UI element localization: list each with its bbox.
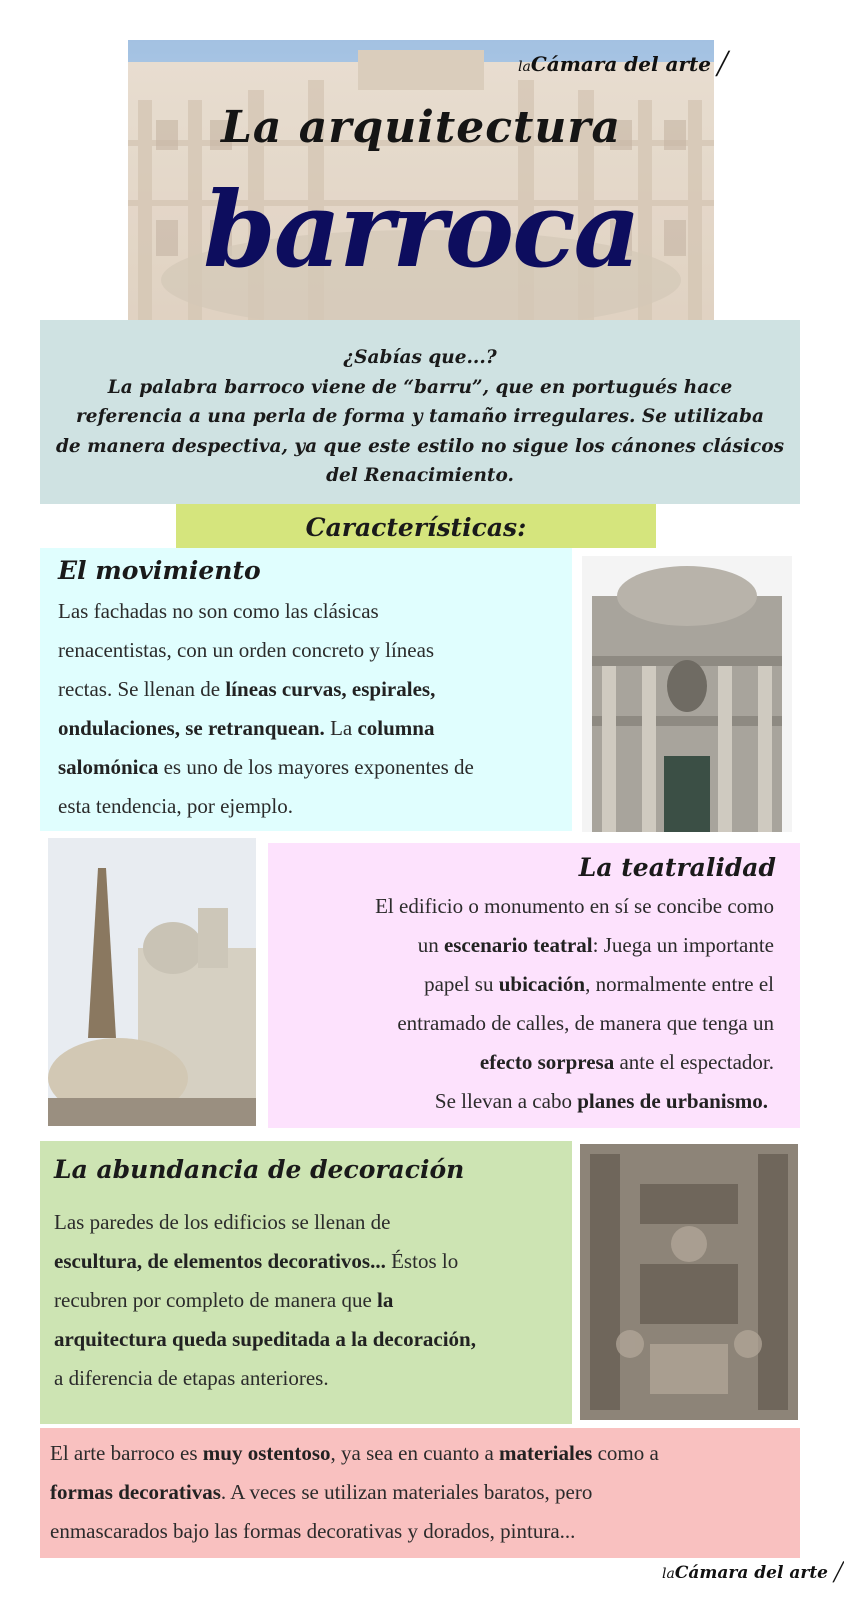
section-ostentoso <box>40 1428 800 1558</box>
section-decoracion <box>40 1141 572 1424</box>
fun-fact-line: de manera despectiva, ya que este estilo no sigue los cánones clásicos <box>55 435 785 457</box>
fun-fact-question: ¿Sabías que...? <box>343 347 497 368</box>
paintbrush-icon: ╱ <box>716 52 730 77</box>
section-text: Las paredes de los edificios se llenan de escultura, de elementos decorativos... Éstos lo recubren por completo de manera que la arquitectura queda supeditada a la decoración, a diferencia de etapas anteriores. <box>54 1210 476 1390</box>
title-line1: La arquitectura <box>220 102 622 153</box>
header-logo: laCámara del arte ╱ <box>518 52 730 77</box>
section-text: Las fachadas no son como las clásicas renacentistas, con un orden concreto y líneas rectas. Se llenan de líneas curvas, espirales, ondulaciones, se retranquean. La columna salomónica es uno de los mayores exponentes de esta tendencia, por ejemplo. <box>58 599 474 818</box>
section-movimiento <box>40 548 572 831</box>
section-title: La abundancia de decoración <box>54 1155 465 1184</box>
facade-baroque-church-photo <box>582 556 792 832</box>
paintbrush-icon: ╱ <box>833 1562 844 1583</box>
footer-logo: laCámara del arte ╱ <box>662 1562 844 1583</box>
title-line2: barroca <box>203 168 639 291</box>
section-text: El arte barroco es muy ostentoso, ya sea en cuanto a materiales como a formas decorativas. A veces se utilizan materiales baratos, pero enmascarados bajo las formas decorativas y dorados, pintura... <box>50 1441 659 1543</box>
fun-fact-box <box>40 320 800 504</box>
section-title: La teatralidad <box>578 853 776 882</box>
section-title: El movimiento <box>58 556 261 585</box>
section-teatralidad <box>268 843 800 1128</box>
fun-fact-line: referencia a una perla de forma y tamaño irregulares. Se utilizaba <box>76 406 764 427</box>
section-text: El edificio o monumento en sí se concibe como un escenario teatral: Juega un importante papel su ubicación, normalmente entre el entramado de calles, de manera que tenga un efecto sorpresa ante el espectador. Se llevan a cabo planes de urbanismo. <box>375 894 774 1113</box>
ornate-facade-detail-photo <box>580 1144 798 1420</box>
fun-fact-line: La palabra barroco viene de “barru”, que en portugués hace <box>107 376 733 398</box>
fountain-obelisk-square-photo <box>48 838 256 1126</box>
fun-fact-line: del Renacimiento. <box>326 465 514 486</box>
characteristics-heading: Características: <box>176 504 656 548</box>
header-banner <box>128 40 714 336</box>
